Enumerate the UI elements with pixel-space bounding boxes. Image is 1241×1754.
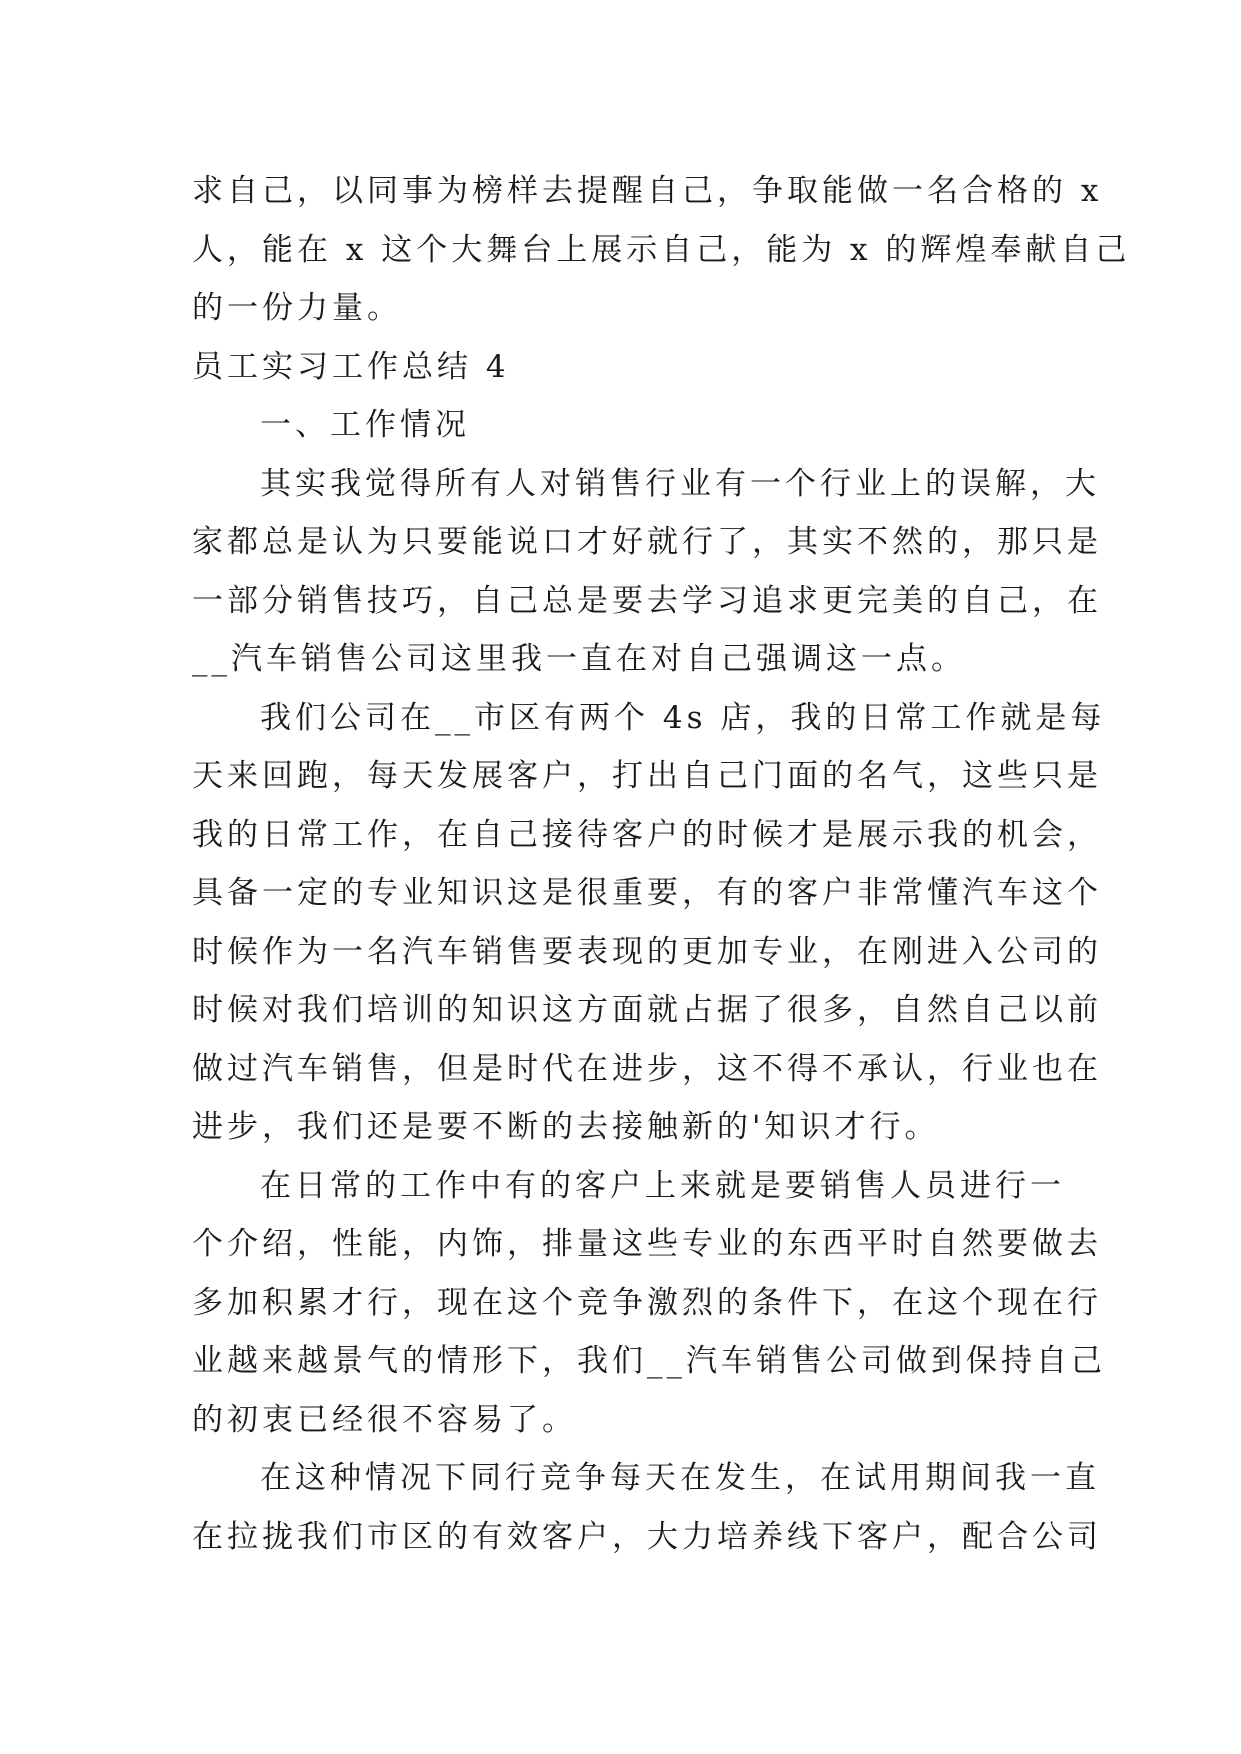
text-line: 求自己，以同事为榜样去提醒自己，争取能做一名合格的 x <box>192 173 1103 209</box>
text-line: 的初衷已经很不容易了。 <box>192 1401 577 1438</box>
text-line: 我们公司在__市区有两个 4s 店，我的日常工作就是每 <box>260 699 1106 736</box>
text-line: 进步，我们还是要不断的去接触新的'知识才行。 <box>192 1109 940 1145</box>
text-line: 做过汽车销售，但是时代在进步，这不得不承认，行业也在 <box>192 1050 1102 1087</box>
section-heading: 员工实习工作总结 4 <box>192 348 510 385</box>
text-line: 家都总是认为只要能说口才好就行了，其实不然的，那只是 <box>192 524 1102 560</box>
text-line: 具备一定的专业知识这是很重要，有的客户非常懂汽车这个 <box>192 875 1102 911</box>
text-line: 时候作为一名汽车销售要表现的更加专业，在刚进入公司的 <box>192 933 1102 970</box>
text-line: 其实我觉得所有人对销售行业有一个行业上的误解，大 <box>260 465 1100 502</box>
text-line: 天来回跑，每天发展客户，打出自己门面的名气，这些只是 <box>192 758 1102 794</box>
text-line: 多加积累才行，现在这个竞争激烈的条件下，在这个现在行 <box>192 1284 1102 1321</box>
text-line: 的一份力量。 <box>192 290 402 326</box>
text-line: 时候对我们培训的知识这方面就占据了很多，自然自己以前 <box>192 992 1102 1028</box>
subsection-heading: 一、工作情况 <box>260 407 470 443</box>
text-line: __汽车销售公司这里我一直在对自己强调这一点。 <box>192 641 966 677</box>
text-line: 个介绍，性能，内饰，排量这些专业的东西平时自然要做去 <box>192 1226 1102 1262</box>
text-line: 在日常的工作中有的客户上来就是要销售人员进行一 <box>260 1167 1065 1204</box>
text-line: 在这种情况下同行竞争每天在发生，在试用期间我一直 <box>260 1460 1100 1496</box>
text-line: 我的日常工作，在自己接待客户的时候才是展示我的机会， <box>192 816 1102 853</box>
document-body <box>192 162 1131 1566</box>
text-line: 人，能在 x 这个大舞台上展示自己，能为 x 的辉煌奉献自己 <box>192 231 1131 268</box>
text-line: 业越来越景气的情形下，我们__汽车销售公司做到保持自己 <box>192 1343 1106 1379</box>
text-line: 一部分销售技巧，自己总是要去学习追求更完美的自己，在 <box>192 582 1102 619</box>
text-line: 在拉拢我们市区的有效客户，大力培养线下客户，配合公司 <box>192 1518 1102 1555</box>
